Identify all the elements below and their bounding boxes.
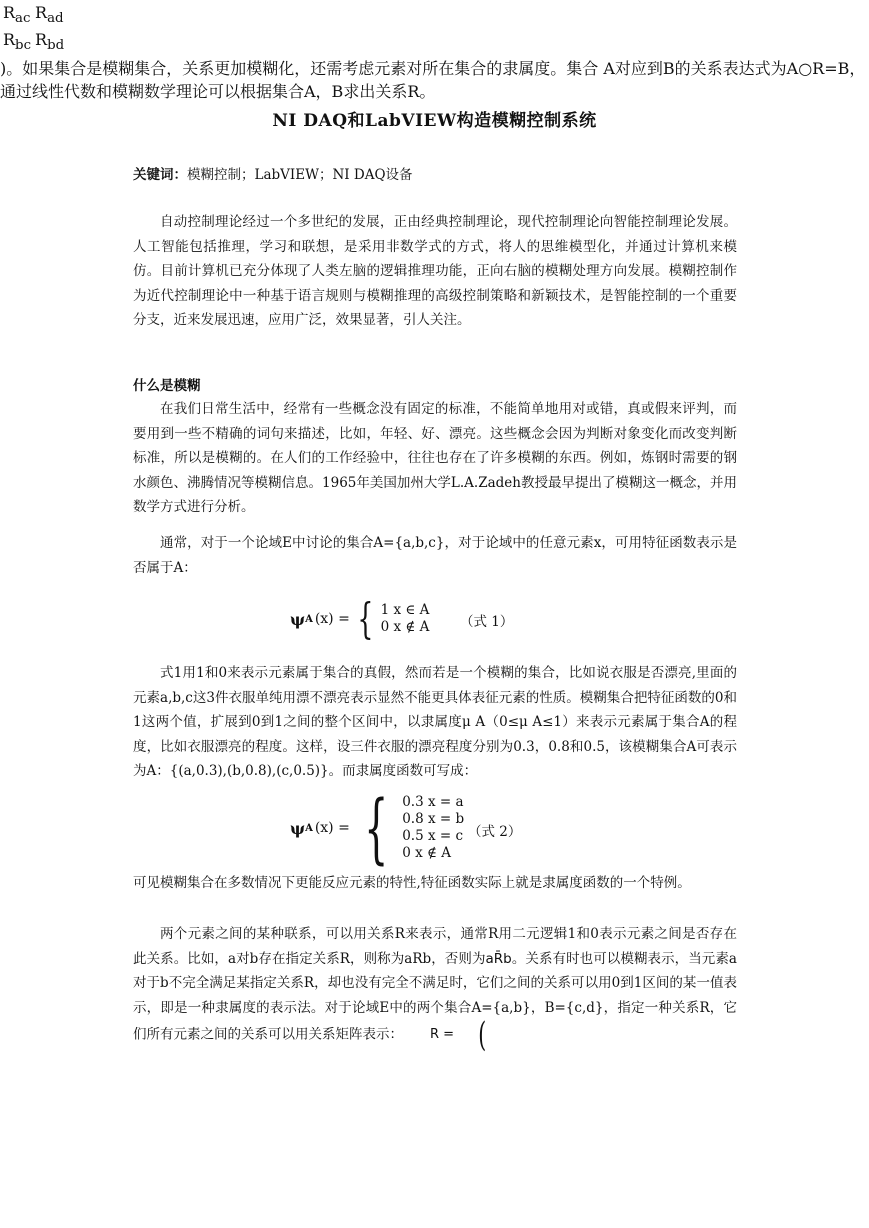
matrix-cell-ad: $R_{ad}$: [35, 3, 64, 27]
formula-1: [290, 594, 430, 643]
relation-matrix: [403, 1015, 494, 1055]
intro-paragraph: 自动控制理论经过一个多世纪的发展，正由经典控制理论，现代控制理论向智能控制理论发展。人工智能包括推理，学习和联想，是采用非数学式的方式，将人的思维模型化，并通过计算机来模仿。目前计算机已充分体现了人类左脑的逻辑推理功能，正向右脑的模糊处理方向发展。模糊控制作为近代控制理论中一种基于语言规则与模糊推理的高级控制策略和新颖技术，是智能控制的一个重要分支，近来发展迅速，应用广泛，效果显著，引人关注。: [133, 214, 737, 328]
keywords-line: [133, 163, 413, 183]
matrix-left-paren: (: [478, 1015, 487, 1055]
formula-2-sub: A: [305, 822, 313, 834]
formula-1-psi: ψ: [290, 609, 306, 629]
formula-1-arg: (x) =: [314, 611, 350, 627]
formula-2-psi: ψ: [290, 818, 306, 838]
keywords-label: 关键词：: [133, 167, 187, 183]
relation-negation: aR̄b: [485, 950, 512, 967]
formula-2-case-3: 0.5 x = c: [402, 828, 464, 844]
paragraph-membership: 式1用1和0来表示元素属于集合的真假，然而若是一个模糊的集合，比如说衣服是否漂亮,里面的元素a,b,c这3件衣服单纯用漂不漂亮表示显然不能更具体表征元素的性质。模糊集合把特征函数的0和1这两个值，扩展到0到1之间的整个区间中，以隶属度μ A（0≤μ A≤1）来表示元素属于集合A的程度，比如衣服漂亮的程度。这样，设三件衣服的漂亮程度分别为0.3，0.8和0.5，该模糊集合A可表示为A：{(a,0.3),(b,0.8),(c,0.5)}。而隶属度函数可写成：: [133, 665, 737, 779]
matrix-right-paren: ): [0, 59, 7, 79]
formula-1-sub: A: [305, 613, 313, 625]
formula-2-cases: [402, 794, 464, 862]
relation-text-b: 。关系有时也可以模糊表示，当元素a对于b不完全满足某指定关系R，却也没有完全不满足时，它们之间的关系可以用0到1区间的某一值表示，即是一种隶属度的表示法。对于论域E中的两个集合A={a,b}，B={c,d}，指定一种关系R，它们所有元素之间的关系可以用关系矩阵表示：: [133, 950, 737, 1043]
formula-2: [290, 783, 465, 872]
formula-1-case-2: 0 x ∉ A: [380, 619, 430, 635]
formula-1-brace: {: [357, 594, 374, 643]
paragraph-fuzzy-set-note: 可见模糊集合在多数情况下更能反应元素的特性,特征函数实际上就是隶属度函数的一个特例。: [133, 875, 691, 891]
formula-1-case-1: 1 x ∈ A: [380, 602, 430, 618]
formula-2-case-2: 0.8 x = b: [402, 811, 465, 827]
keywords-text: 模糊控制；LabVIEW；NI DAQ设备: [187, 167, 413, 183]
formula-2-brace: {: [363, 783, 389, 872]
document-title: NI DAQ和LabVIEW构造模糊控制系统: [272, 111, 597, 131]
section-heading: 什么是模糊: [133, 378, 201, 394]
relation-text-c: 。如果集合是模糊集合，关系更加模糊化，还需考虑元素对所在集合的隶属度。集合 A对应到B的关系表达式为A○R=B，通过线性代数和模糊数学理论可以根据集合A，B求出关系R。: [0, 59, 866, 102]
formula-1-label: （式 1）: [460, 614, 514, 630]
paragraph-relation: [133, 922, 737, 1055]
formula-2-arg: (x) =: [314, 820, 350, 836]
formula-1-cases: [381, 602, 430, 636]
formula-2-case-1: 0.3 x = a: [402, 794, 464, 810]
relation-text-a: 两个元素之间的某种联系，可以用关系R来表示，通常R用二元逻辑1和0表示元素之间是否存在此关系。比如，a对b存在指定关系R，则称为aRb，否则为: [133, 926, 737, 967]
formula-2-label: （式 2）: [468, 824, 522, 840]
matrix-table: [0, 0, 67, 56]
paragraph-fuzzy-concept: 在我们日常生活中，经常有一些概念没有固定的标准，不能简单地用对或错，真或假来评判，而要用到一些不精确的词句来描述，比如，年轻、好、漂亮。这些概念会因为判断对象变化而改变判断标准，所以是模糊的。在人们的工作经验中，往往也存在了许多模糊的东西。例如，炼钢时需要的钢水颜色、沸腾情况等模糊信息。1965年美国加州大学L.A.Zadeh教授最早提出了模糊这一概念，并用数学方式进行分析。: [133, 401, 737, 515]
matrix-cell-bc: $R_{bc}$: [3, 30, 32, 54]
formula-2-case-4: 0 x ∉ A: [402, 845, 452, 861]
paragraph-characteristic-function: 通常，对于一个论域E中讨论的集合A={a,b,c}，对于论域中的任意元素x，可用特征函数表示是否属于A：: [133, 535, 737, 576]
matrix-cell-ac: $R_{ac}$: [3, 3, 31, 27]
matrix-cell-bd: $R_{bd}$: [35, 30, 65, 54]
matrix-lhs: R =: [430, 1026, 455, 1042]
